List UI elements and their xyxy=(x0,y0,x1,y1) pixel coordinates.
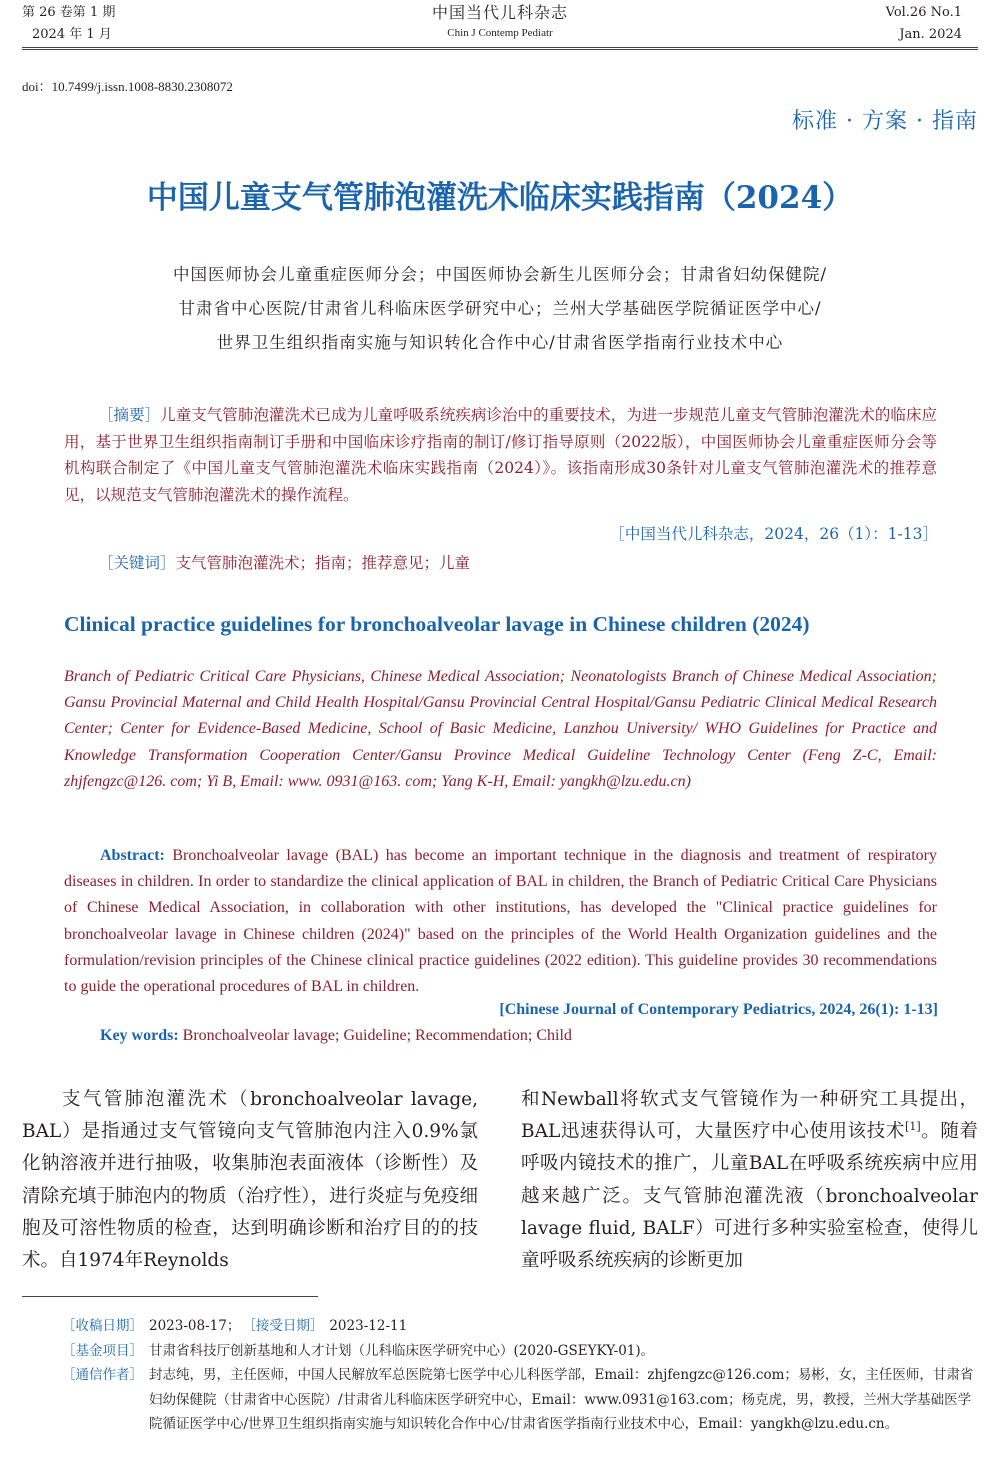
authors-line: 中国医师协会儿童重症医师分会；中国医师协会新生儿医师分会；甘肃省妇幼保健院/ xyxy=(172,265,828,284)
abstract-cn-label: ［摘要］ xyxy=(98,406,161,424)
section-tag: 标准 · 方案 · 指南 xyxy=(792,109,978,134)
accepted-label: ［接受日期］ xyxy=(242,1318,324,1334)
article-title-cn: 中国儿童支气管肺泡灌洗术临床实践指南（2024） xyxy=(146,180,854,216)
footnote-dates xyxy=(62,1314,978,1339)
footnote-correspondence xyxy=(62,1363,978,1437)
doi: doi：10.7499/j.issn.1008-8830.2308072 xyxy=(22,79,233,94)
volume-cn: 第 26 卷第 1 期 xyxy=(22,5,116,20)
body-left-column: 支气管肺泡灌洗术（bronchoalveolar lavage, BAL）是指通过支气管镜向支气管肺泡内注入0.9%氯化钠溶液并进行抽吸，收集肺泡表面液体（诊断性）及清除充填于肺泡内的物质（治疗性），进行炎症与免疫细胞及可溶性物质的检查，达到明确诊断和治疗目的的技术。自1974年Reynolds xyxy=(22,1089,478,1272)
affiliation-en: Branch of Pediatric Critical Care Physicians, Chinese Medical Association; Neonatologists Branch of Chinese Medical Association; Gansu Provincial Maternal and Child Health Hospital/Gansu Provincial Central Hospital/Gansu Pediatric Clinical Medical Research Center; Center for Evidence-Based Medicine, School of Basic Medicine, Lanzhou University/ WHO Guidelines for Practice and Knowledge Transformation Cooperation Center/Gansu Province Medical Guideline Technology Center (Feng Z-C, Email: zhjfengzc@126. com; Yi B, Email: www. 0931@163. com; Yang K-H, Email: yangkh@lzu.edu.cn) xyxy=(64,668,937,790)
accepted-date: 2023-12-11 xyxy=(329,1318,408,1334)
keywords-cn-label: ［关键词］ xyxy=(98,554,176,572)
footnote-rule xyxy=(22,1296,318,1297)
abstract-en xyxy=(64,843,937,1000)
body-right-text-b: 。随着呼吸内镜技术的推广，儿童BAL在呼吸系统疾病中应用越来越广泛。支气管肺泡灌洗液（bronchoalveolar lavage fluid, BALF）可进行多种实验室检查，使得儿童呼吸系统疾病的诊断更加 xyxy=(521,1121,978,1272)
body-right-column xyxy=(521,1084,978,1277)
received-label: ［收稿日期］ xyxy=(62,1318,143,1334)
journal-name-en: Chin J Contemp Pediatr xyxy=(447,27,553,39)
correspondence-label: ［通信作者］ xyxy=(62,1367,143,1383)
footnotes xyxy=(62,1314,978,1437)
abstract-en-label: Abstract: xyxy=(100,847,165,864)
article-title-en: Clinical practice guidelines for bronchoalveolar lavage in Chinese children (2024) xyxy=(64,612,810,636)
citation-en: [Chinese Journal of Contemporary Pediatrics, 2024, 26(1): 1-13] xyxy=(499,1001,938,1018)
body-right-text-a: 和Newball将软式支气管镜作为一种研究工具提出，BAL迅速获得认可，大量医疗中心使用该技术 xyxy=(521,1089,978,1143)
header-rule-2 xyxy=(22,49,978,50)
keywords-en-text: Bronchoalveolar lavage; Guideline; Recommendation; Child xyxy=(182,1027,572,1044)
received-date: 2023-08-17； xyxy=(149,1318,241,1334)
abstract-cn-text: 儿童支气管肺泡灌洗术已成为儿童呼吸系统疾病诊治中的重要技术，为进一步规范儿童支气管肺泡灌洗术的临床应用，基于世界卫生组织指南制订手册和中国临床诊疗指南的制订/修订指导原则（2022版），中国医师协会儿童重症医师分会等机构联合制定了《中国儿童支气管肺泡灌洗术临床实践指南（2024）》。该指南形成30条针对儿童支气管肺泡灌洗术的推荐意见，以规范支气管肺泡灌洗术的操作流程。 xyxy=(64,406,937,504)
authors-cn xyxy=(0,258,1000,360)
date-en: Jan. 2024 xyxy=(899,27,962,42)
reference-marker[interactable]: [1] xyxy=(905,1120,921,1134)
journal-name-cn: 中国当代儿科杂志 xyxy=(431,3,568,22)
header-right xyxy=(886,2,962,46)
correspondence-text: 封志纯，男，主任医师，中国人民解放军总医院第七医学中心儿科医学部，Email：zhjfengzc@126.com；易彬，女，主任医师，甘肃省妇幼保健院（甘肃省中心医院）/甘肃省儿科临床医学研究中心，Email：www.0931@163.com；杨克虎，男，教授，兰州大学基础医学院循证医学中心/世界卫生组织指南实施与知识转化合作中心/甘肃省医学指南行业技术中心，Email：yangkh@lzu.edu.cn。 xyxy=(149,1367,974,1432)
fund-label: ［基金项目］ xyxy=(62,1342,143,1359)
volume-en: Vol.26 No.1 xyxy=(885,5,962,20)
header-center xyxy=(0,2,1000,42)
header-rule xyxy=(22,47,978,48)
date-cn: 2024 年 1 月 xyxy=(32,27,112,42)
authors-line: 世界卫生组织指南实施与知识转化合作中心/甘肃省医学指南行业技术中心 xyxy=(216,333,784,352)
footnote-fund xyxy=(62,1339,978,1364)
keywords-cn-text: 支气管肺泡灌洗术；指南；推荐意见；儿童 xyxy=(175,554,471,572)
keywords-en-label: Key words: xyxy=(100,1027,179,1044)
fund-text: 甘肃省科技厅创新基地和人才计划（儿科临床医学研究中心）(2020-GSEYKY-01)。 xyxy=(149,1342,655,1359)
keywords-en xyxy=(100,1027,572,1045)
abstract-cn xyxy=(64,402,937,508)
citation-cn: ［中国当代儿科杂志，2024，26（1）：1-13］ xyxy=(609,525,938,543)
abstract-en-text: Bronchoalveolar lavage (BAL) has become an important technique in the diagnosis and treatment of respiratory diseases in children. In order to standardize the clinical application of BAL in children, the Branch of Pediatric Critical Care Physicians of Chinese Medical Association, in collaboration with other institutions, has developed the "Clinical practice guidelines for bronchoalveolar lavage in Chinese children (2024)" based on the principles of the World Health Organization guidelines and the formulation/revision principles of the Chinese clinical practice guidelines (2022 edition). This guideline provides 30 recommendations to guide the operational procedures of BAL in children. xyxy=(64,847,938,996)
keywords-cn xyxy=(98,550,470,576)
authors-line: 甘肃省中心医院/甘肃省儿科临床医学研究中心；兰州大学基础医学院循证医学中心/ xyxy=(178,299,822,318)
